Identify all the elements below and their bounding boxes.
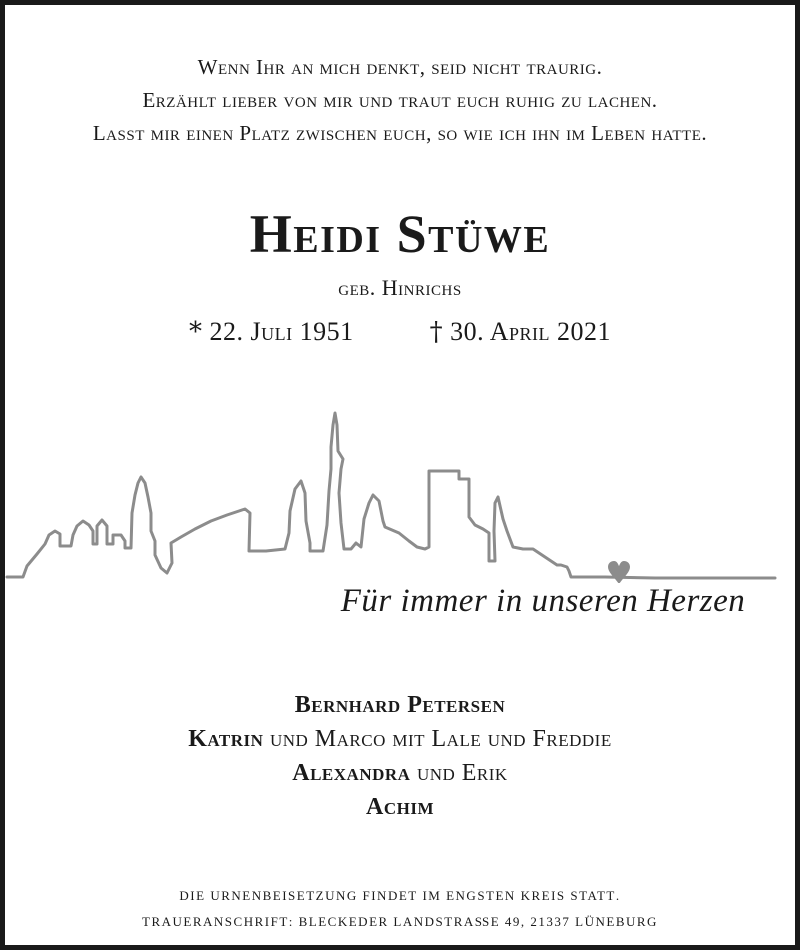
mourner-line [5, 756, 795, 790]
life-dates [5, 317, 795, 347]
quote-line-1: Wenn Ihr an mich denkt, seid nicht traurig. [197, 55, 603, 79]
slogan: Für immer in unseren Herzen [340, 583, 746, 619]
mourner-name-rest: und Erik [410, 760, 508, 786]
mourner-line [5, 790, 795, 824]
birth-star-icon: * [189, 317, 203, 347]
mourner-line [5, 688, 795, 722]
maiden-name: geb. Hinrichs [338, 275, 462, 300]
mourner-name-bold: Bernhard Petersen [294, 692, 506, 718]
death-date: 30. April 2021 [450, 317, 611, 346]
mourner-name-bold: Achim [366, 794, 434, 820]
heart-icon [608, 561, 630, 583]
burial-note: Die Urnenbeisetzung findet im engsten Kreis statt. [179, 884, 621, 904]
mourner-name-rest: und Marco mit Lale und Freddie [263, 726, 612, 752]
mourner-name-bold: Alexandra [292, 760, 411, 786]
mourner-name-bold: Katrin [188, 726, 264, 752]
mourner-line [5, 722, 795, 756]
deceased-name: Heidi Stüwe [249, 204, 551, 264]
death-cross-icon: † [429, 317, 444, 347]
mourning-address: Traueranschrift: Bleckeder Landstraße 49, 21337 Lüneburg [142, 910, 658, 930]
city-skyline-icon [5, 403, 795, 583]
quote-line-3: Lasst mir einen Platz zwischen euch, so wie ich ihn im Leben hatte. [92, 121, 708, 145]
birth-date: 22. Juli 1951 [209, 317, 354, 346]
quote-line-2: Erzählt lieber von mir und traut euch ruhig zu lachen. [142, 88, 658, 112]
